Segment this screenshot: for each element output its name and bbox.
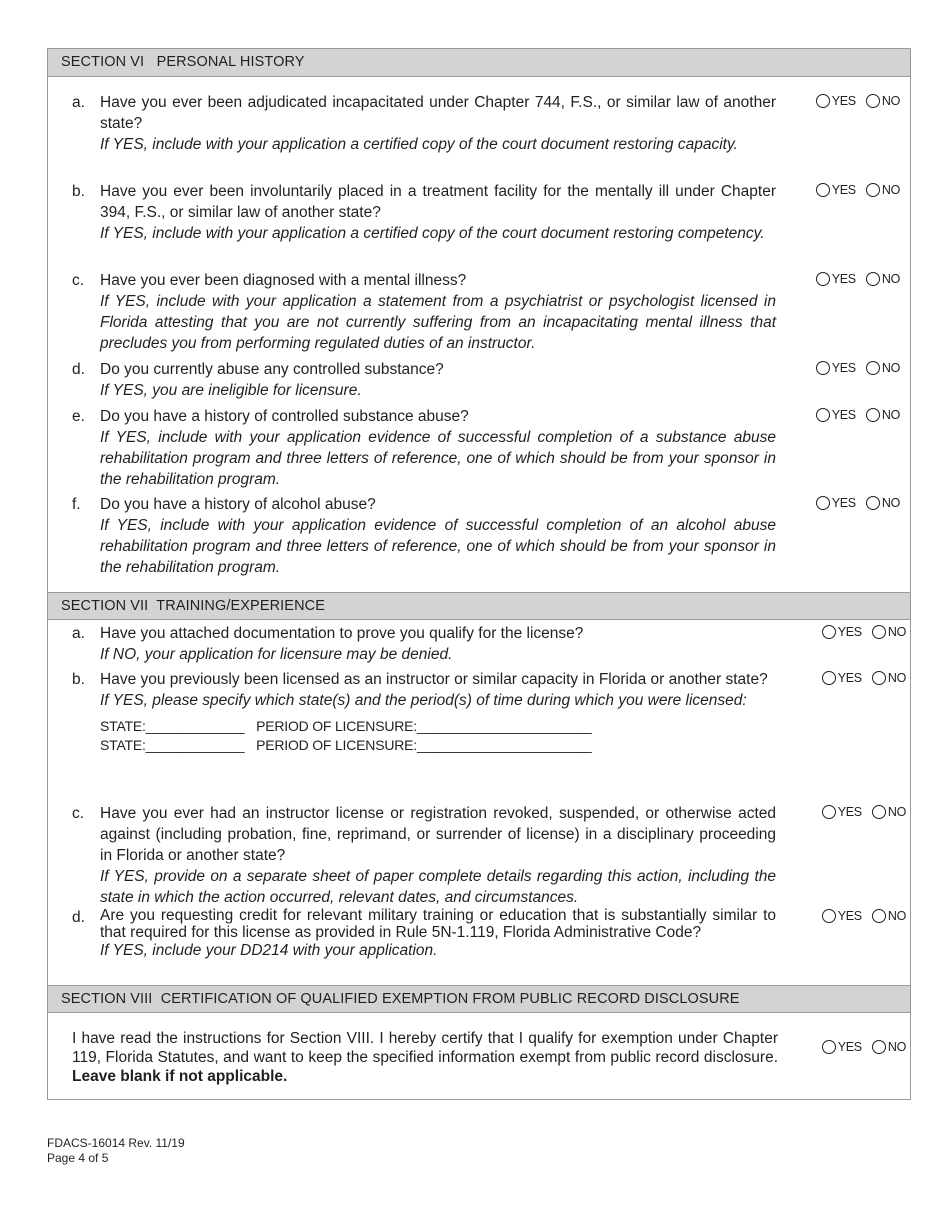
question-text: Do you have a history of alcohol abuse? <box>100 496 376 513</box>
no-label: NO <box>881 183 900 197</box>
no-option[interactable] <box>866 183 900 197</box>
no-label: NO <box>881 408 900 422</box>
question-letter: d. <box>72 909 85 926</box>
yes-radio[interactable] <box>816 496 830 510</box>
no-label: NO <box>887 909 906 923</box>
no-option[interactable] <box>872 625 906 639</box>
yes-radio[interactable] <box>816 94 830 108</box>
question-letter: f. <box>72 496 81 513</box>
yes-option[interactable] <box>816 496 856 510</box>
certification-statement: I have read the instructions for Section VIII. I hereby certify that I qualify for exemption under Chapter 119, Florida Statutes, and want to keep the specified information exempt from public record disclosure. <box>72 1030 778 1066</box>
question-note: If YES, provide on a separate sheet of paper complete details regarding this action, including the state in which the action occurred, relevant dates, and circumstances. <box>100 868 776 906</box>
yes-radio[interactable] <box>816 408 830 422</box>
yes-option[interactable] <box>822 909 862 923</box>
no-option[interactable] <box>872 909 906 923</box>
no-option[interactable] <box>866 496 900 510</box>
no-radio[interactable] <box>866 496 880 510</box>
no-option[interactable] <box>866 408 900 422</box>
question-text: Do you have a history of controlled substance abuse? <box>100 408 469 425</box>
question-text: Have you ever had an instructor license or registration revoked, suspended, or otherwise acted against (including probation, fine, reprimand, or surrender of license) in a disciplinary proceeding in Florida or another state? <box>100 805 776 864</box>
yes-no-group <box>812 1040 906 1054</box>
yes-label: YES <box>831 94 856 108</box>
section-viii-header <box>48 985 910 1013</box>
form-frame <box>47 48 911 1100</box>
question-note: If YES, include your DD214 with your application. <box>100 942 438 959</box>
no-label: NO <box>881 361 900 375</box>
yes-no-group <box>806 183 900 197</box>
yes-no-group <box>812 625 906 639</box>
no-option[interactable] <box>872 1040 906 1054</box>
no-label: NO <box>887 671 906 685</box>
no-label: NO <box>887 1040 906 1054</box>
yes-label: YES <box>837 909 862 923</box>
licensure-row-1 <box>100 717 776 736</box>
yes-option[interactable] <box>822 671 862 685</box>
state-field[interactable]: _____________ <box>145 737 245 753</box>
no-radio[interactable] <box>866 361 880 375</box>
yes-option[interactable] <box>822 625 862 639</box>
yes-no-group <box>806 272 900 286</box>
question-letter: b. <box>72 183 85 200</box>
no-label: NO <box>887 625 906 639</box>
page-number: Page 4 of 5 <box>47 1151 109 1165</box>
state-label: STATE: <box>100 718 146 734</box>
no-radio[interactable] <box>866 183 880 197</box>
yes-label: YES <box>831 361 856 375</box>
no-label: NO <box>881 272 900 286</box>
licensure-row-2 <box>100 736 776 755</box>
no-option[interactable] <box>872 671 906 685</box>
no-option[interactable] <box>866 361 900 375</box>
no-radio[interactable] <box>872 625 886 639</box>
question-text: Have you previously been licensed as an instructor or similar capacity in Florida or another state? <box>100 671 768 688</box>
yes-label: YES <box>831 183 856 197</box>
no-option[interactable] <box>872 805 906 819</box>
question-note: If YES, include with your application evidence of successful completion of a substance abuse rehabilitation program and three letters of reference, one of which should be from your sponsor in the rehabilitation program. <box>100 429 776 488</box>
period-label: PERIOD OF LICENSURE: <box>256 718 417 734</box>
no-radio[interactable] <box>872 909 886 923</box>
no-radio[interactable] <box>872 805 886 819</box>
yes-no-group <box>806 496 900 510</box>
no-label: NO <box>881 94 900 108</box>
section-vi-title: SECTION VI PERSONAL HISTORY <box>61 54 305 70</box>
no-radio[interactable] <box>872 1040 886 1054</box>
licensure-lines <box>100 717 776 755</box>
question-note: If YES, include with your application evidence of successful completion of an alcohol abuse rehabilitation program and three letters of reference, one of which should be from your sponsor in the rehabilitation program. <box>100 517 776 576</box>
yes-no-group <box>806 94 900 108</box>
question-text: Are you requesting credit for relevant military training or education that is substantially similar to that required for this license as provided in Rule 5N-1.119, Florida Administrative Code? <box>100 907 776 941</box>
yes-option[interactable] <box>816 408 856 422</box>
yes-option[interactable] <box>816 272 856 286</box>
yes-no-group <box>812 671 906 685</box>
section-viii-title: SECTION VIII CERTIFICATION OF QUALIFIED EXEMPTION FROM PUBLIC RECORD DISCLOSURE <box>61 991 740 1007</box>
question-note: If YES, include with your application a certified copy of the court document restoring capacity. <box>100 136 738 153</box>
no-radio[interactable] <box>866 408 880 422</box>
question-text: Have you ever been involuntarily placed in a treatment facility for the mentally ill under Chapter 394, F.S., or similar law of another state? <box>100 183 776 221</box>
yes-option[interactable] <box>822 1040 862 1054</box>
yes-radio[interactable] <box>816 183 830 197</box>
question-letter: c. <box>72 272 85 289</box>
question-note: If YES, you are ineligible for licensure. <box>100 382 362 399</box>
yes-no-group <box>812 909 906 923</box>
form-id: FDACS-16014 Rev. 11/19 <box>47 1136 185 1150</box>
yes-radio[interactable] <box>816 272 830 286</box>
yes-label: YES <box>831 272 856 286</box>
section-vii-title: SECTION VII TRAINING/EXPERIENCE <box>61 598 325 614</box>
yes-radio[interactable] <box>822 909 836 923</box>
period-field[interactable]: _______________________ <box>416 718 592 734</box>
question-letter: b. <box>72 671 85 688</box>
period-label: PERIOD OF LICENSURE: <box>256 737 417 753</box>
yes-label: YES <box>831 496 856 510</box>
yes-radio[interactable] <box>822 625 836 639</box>
certification-text <box>72 1029 778 1086</box>
question-note: If YES, include with your application a certified copy of the court document restoring competency. <box>100 225 765 242</box>
no-radio[interactable] <box>866 272 880 286</box>
certification-note: Leave blank if not applicable. <box>72 1068 288 1085</box>
yes-no-group <box>806 361 900 375</box>
yes-label: YES <box>837 671 862 685</box>
yes-label: YES <box>831 408 856 422</box>
state-label: STATE: <box>100 737 146 753</box>
question-letter: e. <box>72 408 85 425</box>
no-option[interactable] <box>866 94 900 108</box>
question-letter: d. <box>72 361 85 378</box>
yes-label: YES <box>837 1040 862 1054</box>
yes-radio[interactable] <box>822 671 836 685</box>
section-vii-header <box>48 592 910 620</box>
question-text: Do you currently abuse any controlled substance? <box>100 361 444 378</box>
question-letter: c. <box>72 805 85 822</box>
question-note: If YES, include with your application a statement from a psychiatrist or psychologist licensed in Florida attesting that you are not currently suffering from an incapacitating mental illness that precludes you from performing regulated duties of an instructor. <box>100 293 776 352</box>
period-field[interactable]: _______________________ <box>416 737 592 753</box>
yes-label: YES <box>837 805 862 819</box>
no-label: NO <box>887 805 906 819</box>
yes-option[interactable] <box>816 94 856 108</box>
no-option[interactable] <box>866 272 900 286</box>
state-field[interactable]: _____________ <box>145 718 245 734</box>
no-label: NO <box>881 496 900 510</box>
no-radio[interactable] <box>866 94 880 108</box>
yes-no-group <box>812 805 906 819</box>
question-note: If YES, please specify which state(s) and the period(s) of time during which you were licensed: <box>100 692 747 709</box>
yes-radio[interactable] <box>822 1040 836 1054</box>
question-text: Have you ever been adjudicated incapacitated under Chapter 744, F.S., or similar law of another state? <box>100 94 776 132</box>
question-letter: a. <box>72 625 85 642</box>
no-radio[interactable] <box>872 671 886 685</box>
yes-no-group <box>806 408 900 422</box>
question-letter: a. <box>72 94 85 111</box>
yes-option[interactable] <box>822 805 862 819</box>
question-note: If NO, your application for licensure may be denied. <box>100 646 453 663</box>
yes-radio[interactable] <box>816 361 830 375</box>
section-vi-header <box>48 49 910 77</box>
page-footer <box>47 1136 185 1166</box>
question-text: Have you ever been diagnosed with a mental illness? <box>100 272 467 289</box>
yes-radio[interactable] <box>822 805 836 819</box>
yes-label: YES <box>837 625 862 639</box>
question-text: Have you attached documentation to prove you qualify for the license? <box>100 625 584 642</box>
yes-option[interactable] <box>816 361 856 375</box>
yes-option[interactable] <box>816 183 856 197</box>
